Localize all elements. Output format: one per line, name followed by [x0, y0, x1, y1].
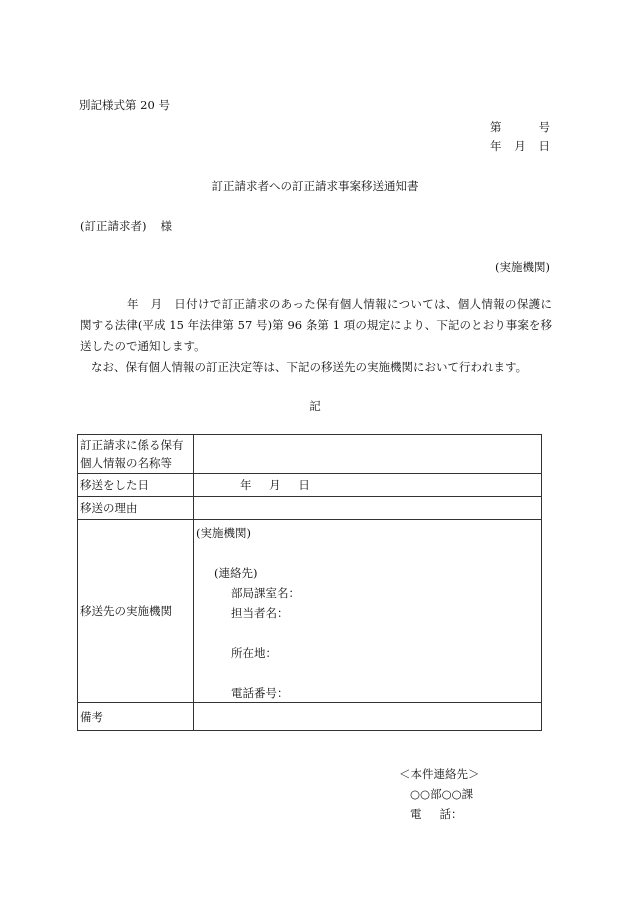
transfer-date-year: 年 — [240, 478, 252, 492]
transfer-date-label: 移送をした日 — [78, 474, 194, 497]
date-day: 日 — [538, 139, 550, 153]
form-number: 別記様式第 20 号 — [79, 98, 170, 112]
transfer-date-day: 日 — [298, 478, 310, 492]
remarks-label: 備考 — [78, 703, 194, 731]
document-title: 訂正請求者への訂正請求事案移送通知書 — [211, 179, 419, 193]
body-paragraph-2: なお、保有個人情報の訂正決定等は、下記の移送先の実施機関において行われます。 — [91, 360, 528, 374]
footer-phone-label-2: 話： — [439, 807, 463, 821]
document-number — [490, 119, 550, 135]
doc-number-prefix: 第 — [490, 120, 502, 134]
body-text — [80, 294, 552, 378]
agency-label: (実施機関) — [196, 526, 251, 540]
department-label: 部局課室名： — [231, 586, 300, 600]
transfer-reason-value — [194, 497, 542, 520]
footer-phone-label-1: 電 — [410, 807, 422, 821]
footer-department: ○○部○○課 — [410, 787, 474, 801]
info-name-value — [194, 435, 542, 474]
table-row-transfer-date — [78, 474, 542, 497]
sender-agency: (実施機関) — [495, 260, 550, 274]
date-year: 年 — [490, 139, 502, 153]
remarks-value — [194, 703, 542, 731]
doc-number-suffix: 号 — [538, 120, 550, 134]
body-paragraph-1: 年 月 日付けで訂正請求のあった保有個人情報については、個人情報の保護に関する法律(平成 15 年法律第 57 号)第 96 条第 1 項の規定により、下記のとおり事案を移送したので通知します。 — [80, 297, 552, 353]
transfer-reason-label: 移送の理由 — [78, 497, 194, 520]
person-in-charge-label: 担当者名： — [231, 606, 289, 620]
phone-number-label: 電話番号： — [231, 686, 289, 700]
table-row-destination-agency — [78, 520, 542, 703]
date-month: 月 — [514, 139, 526, 153]
destination-agency-label: 移送先の実施機関 — [78, 520, 194, 703]
recipient — [80, 218, 172, 234]
transfer-date-month: 月 — [269, 478, 281, 492]
table-row-transfer-reason — [78, 497, 542, 520]
detail-table — [77, 434, 542, 731]
table-row-info-name — [78, 435, 542, 474]
document-date — [490, 138, 550, 154]
recipient-name: (訂正請求者) — [80, 219, 147, 233]
ki-heading: 記 — [309, 399, 321, 413]
destination-agency-value — [194, 520, 542, 703]
info-name-label: 訂正請求に係る保有個人情報の名称等 — [78, 435, 194, 474]
address-label: 所在地： — [231, 646, 277, 660]
recipient-honorific: 様 — [160, 219, 172, 233]
footer-phone — [410, 806, 463, 822]
table-row-remarks — [78, 703, 542, 731]
contact-label: (連絡先) — [214, 566, 258, 580]
footer-contact-heading: ＜本件連絡先＞ — [399, 767, 480, 781]
transfer-date-value — [194, 474, 542, 497]
